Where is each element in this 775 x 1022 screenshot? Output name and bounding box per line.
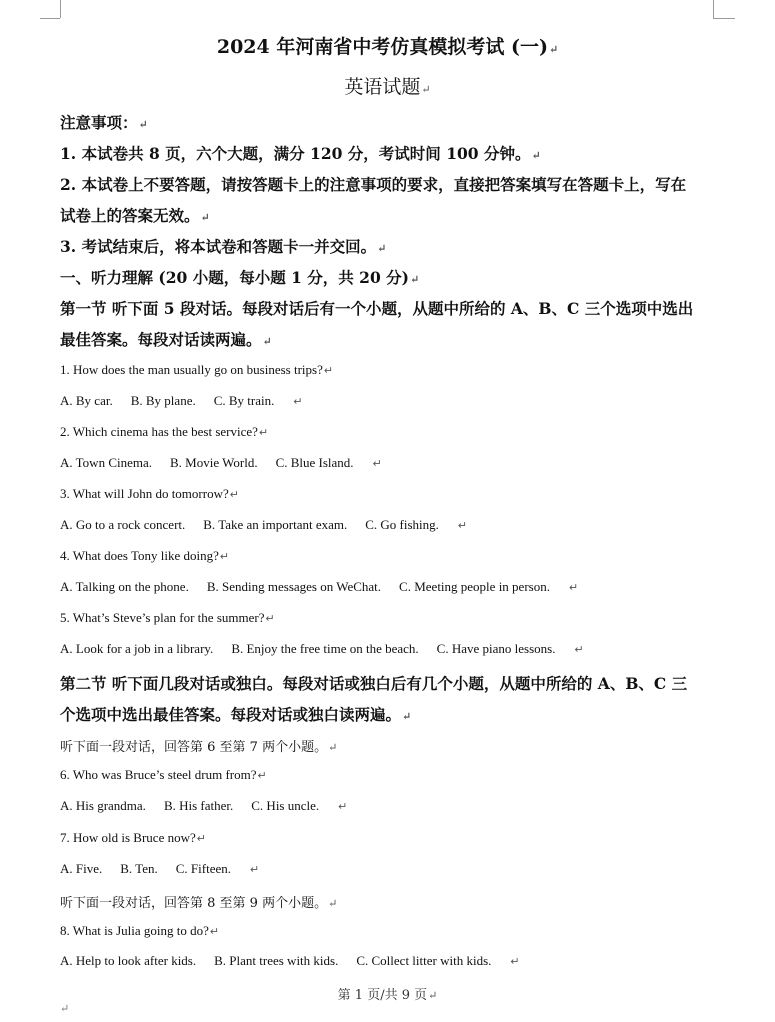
question-options bbox=[60, 393, 303, 409]
paragraph-mark: ↵ bbox=[323, 365, 334, 377]
question-options bbox=[60, 579, 578, 595]
part1-heading-text: 一、听力理解 (20 小题，每小题 1 分，共 20 分) bbox=[60, 268, 409, 287]
answer-option: B. Sending messages on WeChat. bbox=[206, 579, 382, 594]
answer-option: C. Meeting people in person. bbox=[399, 579, 550, 594]
section2-instructions-text: 第二节 听下面几段对话或独白。每段对话或独白后有几个小题，从题中所给的 A、B、C 三 bbox=[60, 674, 688, 693]
answer-option: C. Go fishing. bbox=[365, 517, 439, 532]
question-stem-text: 4. What does Tony like doing? bbox=[60, 548, 219, 563]
paragraph-mark: ↵ bbox=[328, 897, 338, 910]
paragraph-mark: ↵ bbox=[138, 118, 148, 131]
question-stem-text: 2. Which cinema has the best service? bbox=[60, 424, 258, 439]
question-stem bbox=[60, 830, 206, 846]
page-subtitle bbox=[0, 72, 775, 99]
part1-heading bbox=[60, 266, 419, 288]
question-stem bbox=[60, 362, 333, 378]
question-stem-text: 3. What will John do tomorrow? bbox=[60, 486, 229, 501]
question-stem-text: 8. What is Julia going to do? bbox=[60, 923, 209, 938]
paragraph-mark: ↵ bbox=[262, 335, 272, 348]
notes-heading bbox=[60, 111, 148, 133]
answer-option: A. Help to look after kids. bbox=[60, 953, 197, 968]
question-stem bbox=[60, 610, 275, 626]
answer-option: B. Enjoy the free time on the beach. bbox=[231, 641, 419, 656]
notes-item-text: 3. 考试结束后，将本试卷和答题卡一并交回。 bbox=[60, 237, 377, 256]
page-subtitle-text: 英语试题 bbox=[344, 76, 421, 98]
answer-option: A. Talking on the phone. bbox=[60, 579, 189, 594]
section2-instructions-text: 个选项中选出最佳答案。每段对话或独白读两遍。 bbox=[60, 705, 402, 724]
page-title-text: 2024 年河南省中考仿真模拟考试 (一) bbox=[216, 36, 548, 58]
paragraph-mark: ↵ bbox=[409, 273, 420, 286]
paragraph-mark: ↵ bbox=[574, 644, 584, 656]
answer-option: C. Have piano lessons. bbox=[436, 641, 556, 656]
answer-option: A. Go to a rock concert. bbox=[60, 517, 186, 532]
paragraph-mark: ↵ bbox=[293, 396, 303, 408]
notes-item-text: 1. 本试卷共 8 页，六个大题，满分 120 分，考试时间 100 分钟。 bbox=[60, 144, 531, 163]
notes-item bbox=[60, 204, 210, 226]
group-intro-text: 听下面一段对话，回答第 6 至第 7 两个小题。 bbox=[60, 740, 328, 755]
answer-option: B. Take an important exam. bbox=[203, 517, 348, 532]
section1-instructions bbox=[60, 328, 272, 350]
notes-item bbox=[60, 235, 386, 257]
section1-instructions-text: 最佳答案。每段对话读两遍。 bbox=[60, 330, 262, 349]
question-stem bbox=[60, 548, 229, 564]
paragraph-mark: ↵ bbox=[338, 801, 348, 813]
page-title bbox=[0, 32, 775, 59]
paragraph-mark: ↵ bbox=[421, 83, 431, 96]
answer-option: B. Movie World. bbox=[170, 455, 258, 470]
question-stem bbox=[60, 424, 268, 440]
paragraph-mark: ↵ bbox=[209, 926, 220, 938]
answer-option: C. Fifteen. bbox=[175, 861, 231, 876]
question-options bbox=[60, 861, 259, 877]
paragraph-mark: ↵ bbox=[328, 741, 338, 754]
notes-item-text: 试卷上的答案无效。 bbox=[60, 206, 200, 225]
question-stem-text: 1. How does the man usually go on business trips? bbox=[60, 362, 323, 377]
notes-item bbox=[60, 173, 686, 195]
paragraph-mark: ↵ bbox=[568, 582, 579, 594]
notes-item bbox=[60, 142, 541, 164]
section2-instructions bbox=[60, 703, 411, 725]
answer-option: A. By car. bbox=[60, 393, 113, 408]
section2-instructions bbox=[60, 672, 687, 694]
answer-option: B. His father. bbox=[163, 798, 234, 813]
answer-option: C. Blue Island. bbox=[275, 455, 354, 470]
crop-mark-top-left bbox=[60, 0, 61, 18]
crop-mark-top-right bbox=[713, 0, 714, 18]
notes-item-text: 2. 本试卷上不要答题，请按答题卡上的注意事项的要求，直接把答案填写在答题卡上，写在 bbox=[60, 175, 687, 194]
question-options bbox=[60, 455, 382, 471]
paragraph-mark: ↵ bbox=[257, 770, 267, 782]
question-options bbox=[60, 798, 347, 814]
question-options bbox=[60, 517, 467, 533]
answer-option: C. Collect litter with kids. bbox=[356, 953, 492, 968]
paragraph-mark: ↵ bbox=[196, 833, 206, 845]
question-stem-text: 7. How old is Bruce now? bbox=[60, 830, 196, 845]
notes-heading-text: 注意事项： bbox=[60, 113, 138, 132]
paragraph-mark: ↵ bbox=[402, 710, 412, 723]
section1-instructions-text: 第一节 听下面 5 段对话。每段对话后有一个小题，从题中所给的 A、B、C 三个选项中选出 bbox=[60, 299, 694, 318]
question-options bbox=[60, 641, 584, 657]
paragraph-mark: ↵ bbox=[219, 551, 230, 563]
answer-option: C. His uncle. bbox=[251, 798, 320, 813]
question-stem bbox=[60, 767, 267, 783]
paragraph-mark: ↵ bbox=[200, 211, 210, 224]
paragraph-mark: ↵ bbox=[258, 427, 269, 439]
group-intro bbox=[60, 736, 337, 755]
group-intro-text: 听下面一段对话，回答第 8 至第 9 两个小题。 bbox=[60, 896, 328, 911]
question-stem-text: 6. Who was Bruce’s steel drum from? bbox=[60, 767, 257, 782]
paragraph-mark: ↵ bbox=[372, 458, 382, 470]
answer-option: A. His grandma. bbox=[60, 798, 146, 813]
group-intro bbox=[60, 892, 337, 911]
answer-option: A. Look for a job in a library. bbox=[60, 641, 214, 656]
page-footer bbox=[0, 984, 775, 1003]
answer-option: A. Town Cinema. bbox=[60, 455, 153, 470]
crop-mark-top-right bbox=[713, 18, 735, 19]
paragraph-mark: ↵ bbox=[60, 1002, 70, 1015]
page-footer-text: 第 1 页/共 9 页 bbox=[337, 988, 428, 1003]
paragraph-mark: ↵ bbox=[548, 43, 559, 56]
answer-option: B. Plant trees with kids. bbox=[214, 953, 339, 968]
paragraph-mark: ↵ bbox=[428, 989, 438, 1002]
section1-instructions bbox=[60, 297, 693, 319]
question-options bbox=[60, 953, 520, 969]
paragraph-mark: ↵ bbox=[510, 956, 520, 968]
paragraph-mark: ↵ bbox=[229, 489, 239, 501]
question-stem bbox=[60, 486, 239, 502]
answer-option: B. By plane. bbox=[130, 393, 196, 408]
paragraph-mark: ↵ bbox=[265, 613, 275, 625]
crop-mark-top-left bbox=[40, 18, 60, 19]
answer-option: C. By train. bbox=[213, 393, 275, 408]
paragraph-mark: ↵ bbox=[250, 864, 260, 876]
paragraph-mark: ↵ bbox=[531, 149, 541, 162]
paragraph-mark: ↵ bbox=[377, 242, 387, 255]
question-stem bbox=[60, 923, 219, 939]
answer-option: B. Ten. bbox=[120, 861, 158, 876]
answer-option: A. Five. bbox=[60, 861, 103, 876]
question-stem-text: 5. What’s Steve’s plan for the summer? bbox=[60, 610, 265, 625]
paragraph-mark: ↵ bbox=[457, 520, 468, 532]
